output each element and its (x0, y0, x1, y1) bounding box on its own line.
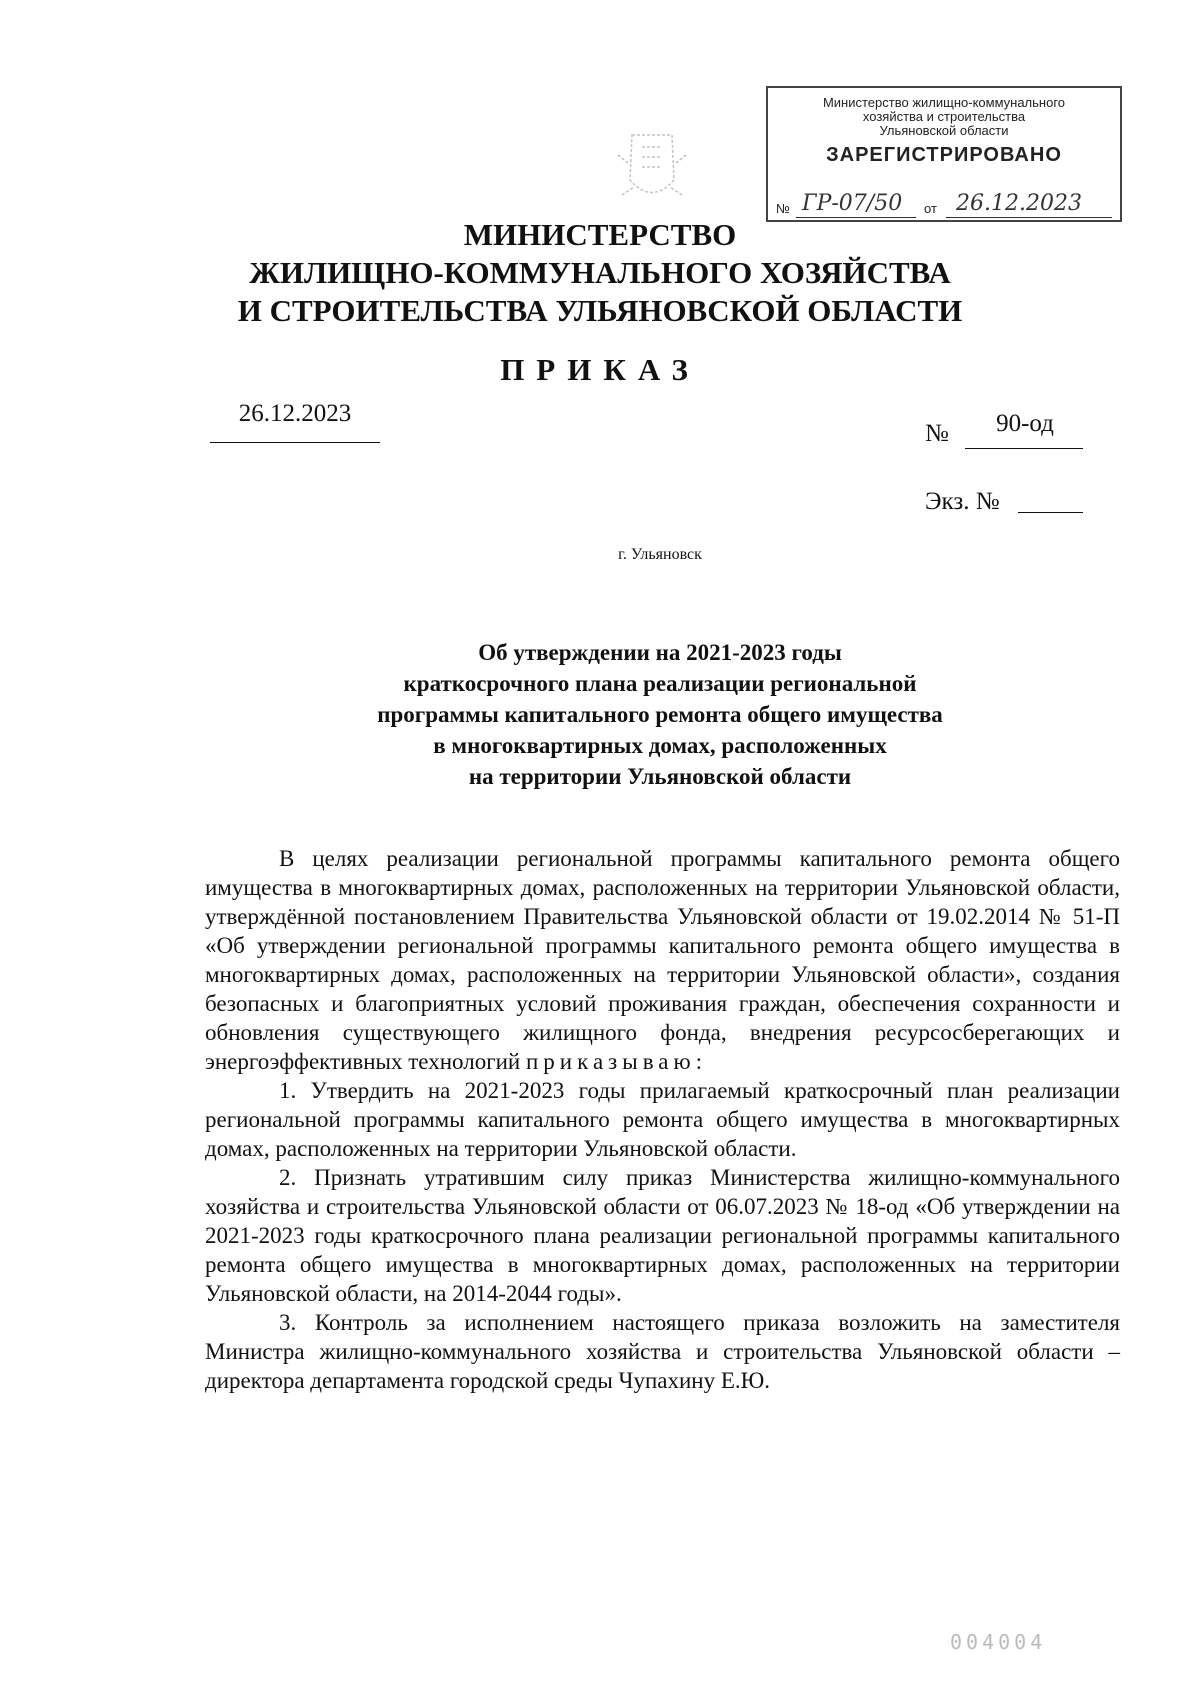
order-number-label: № (925, 420, 949, 447)
order-item-3: 3. Контроль за исполнением настоящего приказа возложить на заместителя Министра жилищно-коммунального хозяйства и строительства Ульяновской области – директора департамента городской среды Чупахину Е.Ю. (205, 1310, 1120, 1393)
copy-number-line (1018, 512, 1083, 513)
order-date: 26.12.2023 (238, 400, 352, 427)
city: г. Ульяновск (618, 546, 702, 563)
page-mark: 004004 (950, 1630, 1047, 1654)
order-date-line (210, 442, 380, 443)
stamp-org-line: Ульяновской области (879, 123, 1009, 138)
stamp-registration-row (776, 192, 1112, 218)
document-type: ПРИКАЗ (500, 352, 700, 387)
stamp-number-label: № (776, 201, 790, 216)
order-item-2: 2. Признать утратившим силу приказ Министерства жилищно-коммунального хозяйства и строительства Ульяновской области от 06.07.2023 № 18-од «Об утверждении на 2021-2023 годы краткосрочного плана реализации региональной программы капитального ремонта общего имущества в многоквартирных домах, расположенных на территории Ульяновской области, на 2014-2044 годы». (205, 1165, 1120, 1306)
title-line: краткосрочного плана реализации региональной (403, 671, 917, 696)
preamble-text: В целях реализации региональной программы капитального ремонта общего имущества в многоквартирных домах, расположенных на территории Ульяновской области, утверждённой постановлением Правительства Ульяновской области от 19.02.2014 № 51-П «Об утверждении региональной программы капитального ремонта общего имущества в многоквартирных домах, расположенных на территории Ульяновской области», создания безопасных и благоприятных условий проживания граждан, обеспечения сохранности и обновления существующего жилищного фонда, внедрения ресурсосберегающих и энергоэффективных технологий (205, 846, 1120, 1074)
stamp-status: ЗАРЕГИСТРИРОВАНО (826, 144, 1062, 166)
ministry-name-line: И СТРОИТЕЛЬСТВА УЛЬЯНОВСКОЙ ОБЛАСТИ (237, 293, 963, 328)
stamp-number-value: ГР-07/50 (802, 191, 903, 216)
order-word: приказываю: (526, 1049, 708, 1074)
registration-stamp (766, 86, 1122, 222)
title-line: в многоквартирных домах, расположенных (433, 733, 887, 758)
title-line: на территории Ульяновской области (468, 764, 852, 789)
stamp-date-value: 26.12.2023 (956, 191, 1082, 216)
title-line: программы капитального ремонта общего имущества (377, 702, 943, 727)
order-number: 90-од (996, 410, 1054, 437)
document-title (250, 637, 1070, 792)
ministry-name-line: ЖИЛИЩНО-КОММУНАЛЬНОГО ХОЗЯЙСТВА (249, 255, 951, 290)
stamp-org-line: Министерство жилищно-коммунального (822, 95, 1066, 110)
document-body (205, 844, 1120, 1395)
stamp-organization (768, 96, 1120, 138)
preamble-paragraph (205, 844, 1120, 1076)
order-item-1: 1. Утвердить на 2021-2023 годы прилагаемый краткосрочный план реализации региональной программы капитального ремонта общего имущества в многоквартирных домах, расположенных на территории Ульяновской области. (205, 1078, 1120, 1161)
stamp-date-label: от (924, 201, 937, 216)
order-number-line (965, 448, 1083, 449)
stamp-org-line: хозяйства и строительства (862, 109, 1026, 124)
coat-of-arms-icon (612, 125, 692, 215)
ministry-name-line: МИНИСТЕРСТВО (463, 217, 737, 252)
title-line: Об утверждении на 2021-2023 годы (478, 640, 842, 665)
copy-number-label: Экз. № (925, 488, 1000, 515)
